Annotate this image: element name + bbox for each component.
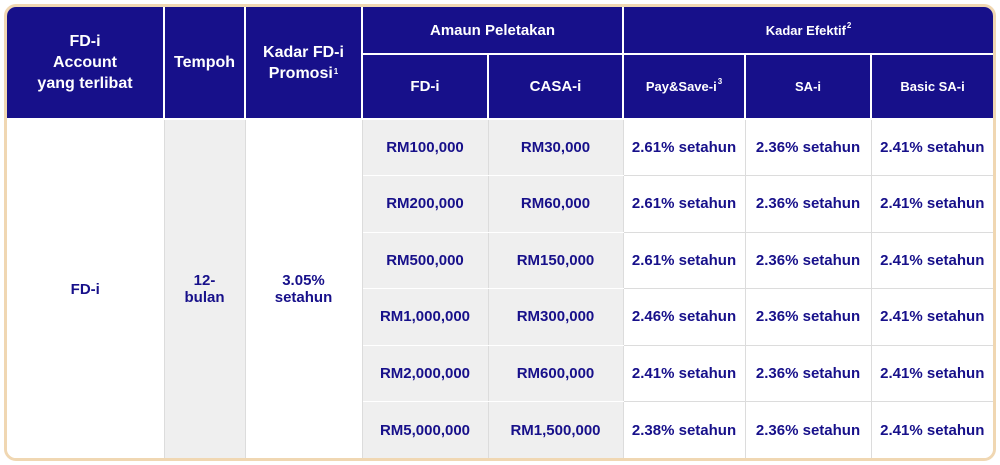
cell-casa-amount: RM600,000 xyxy=(488,345,623,402)
cell-fd-amount: RM2,000,000 xyxy=(362,345,488,402)
header-fd-i: FD-i xyxy=(362,54,488,119)
cell-kadar-promosi: 3.05% setahun xyxy=(245,119,362,458)
cell-basic-sa-rate: 2.41% setahun xyxy=(871,119,993,176)
header-kadar-efektif: Kadar Efektif$^2$ xyxy=(623,7,993,54)
cell-fd-amount: RM200,000 xyxy=(362,176,488,233)
cell-sa-rate: 2.36% setahun xyxy=(745,232,871,289)
cell-paysave-rate: 2.61% setahun xyxy=(623,176,745,233)
cell-basic-sa-rate: 2.41% setahun xyxy=(871,176,993,233)
cell-casa-amount: RM60,000 xyxy=(488,176,623,233)
footnote-marker: 3 xyxy=(717,77,723,86)
cell-casa-amount: RM300,000 xyxy=(488,289,623,346)
header-casa-i: CASA-i xyxy=(488,54,623,119)
header-account: FD-i Account yang terlibat xyxy=(7,7,164,119)
cell-casa-amount: RM150,000 xyxy=(488,232,623,289)
cell-tempoh: 12- bulan xyxy=(164,119,245,458)
header-paysave-i: $Pay\&Save-i^3$ xyxy=(623,54,745,119)
cell-basic-sa-rate: 2.41% setahun xyxy=(871,345,993,402)
cell-paysave-rate: 2.46% setahun xyxy=(623,289,745,346)
cell-basic-sa-rate: 2.41% setahun xyxy=(871,402,993,459)
cell-sa-rate: 2.36% setahun xyxy=(745,289,871,346)
cell-sa-rate: 2.36% setahun xyxy=(745,402,871,459)
cell-paysave-rate: 2.41% setahun xyxy=(623,345,745,402)
cell-sa-rate: 2.36% setahun xyxy=(745,119,871,176)
cell-sa-rate: 2.36% setahun xyxy=(745,345,871,402)
fd-rate-table xyxy=(7,7,993,458)
rate-table-container xyxy=(4,4,996,461)
cell-fd-amount: RM500,000 xyxy=(362,232,488,289)
cell-sa-rate: 2.36% setahun xyxy=(745,176,871,233)
cell-basic-sa-rate: 2.41% setahun xyxy=(871,289,993,346)
header-sa-i: SA-i xyxy=(745,54,871,119)
header-basic-sa-i: Basic SA-i xyxy=(871,54,993,119)
cell-account: FD-i xyxy=(7,119,164,458)
cell-paysave-rate: 2.38% setahun xyxy=(623,402,745,459)
header-amaun-peletakan: Amaun Peletakan xyxy=(362,7,623,54)
table-body xyxy=(7,119,993,458)
header-kadar-promosi: Kadar FD-i Promosi$^1$ xyxy=(245,7,362,119)
footnote-marker: 2 xyxy=(846,20,852,30)
cell-basic-sa-rate: 2.41% setahun xyxy=(871,232,993,289)
cell-casa-amount: RM30,000 xyxy=(488,119,623,176)
footnote-marker: 1 xyxy=(333,66,339,76)
cell-fd-amount: RM100,000 xyxy=(362,119,488,176)
cell-casa-amount: RM1,500,000 xyxy=(488,402,623,459)
cell-paysave-rate: 2.61% setahun xyxy=(623,119,745,176)
table-row xyxy=(7,119,993,176)
cell-fd-amount: RM1,000,000 xyxy=(362,289,488,346)
cell-fd-amount: RM5,000,000 xyxy=(362,402,488,459)
header-tempoh: Tempoh xyxy=(164,7,245,119)
table-header xyxy=(7,7,993,119)
cell-paysave-rate: 2.61% setahun xyxy=(623,232,745,289)
